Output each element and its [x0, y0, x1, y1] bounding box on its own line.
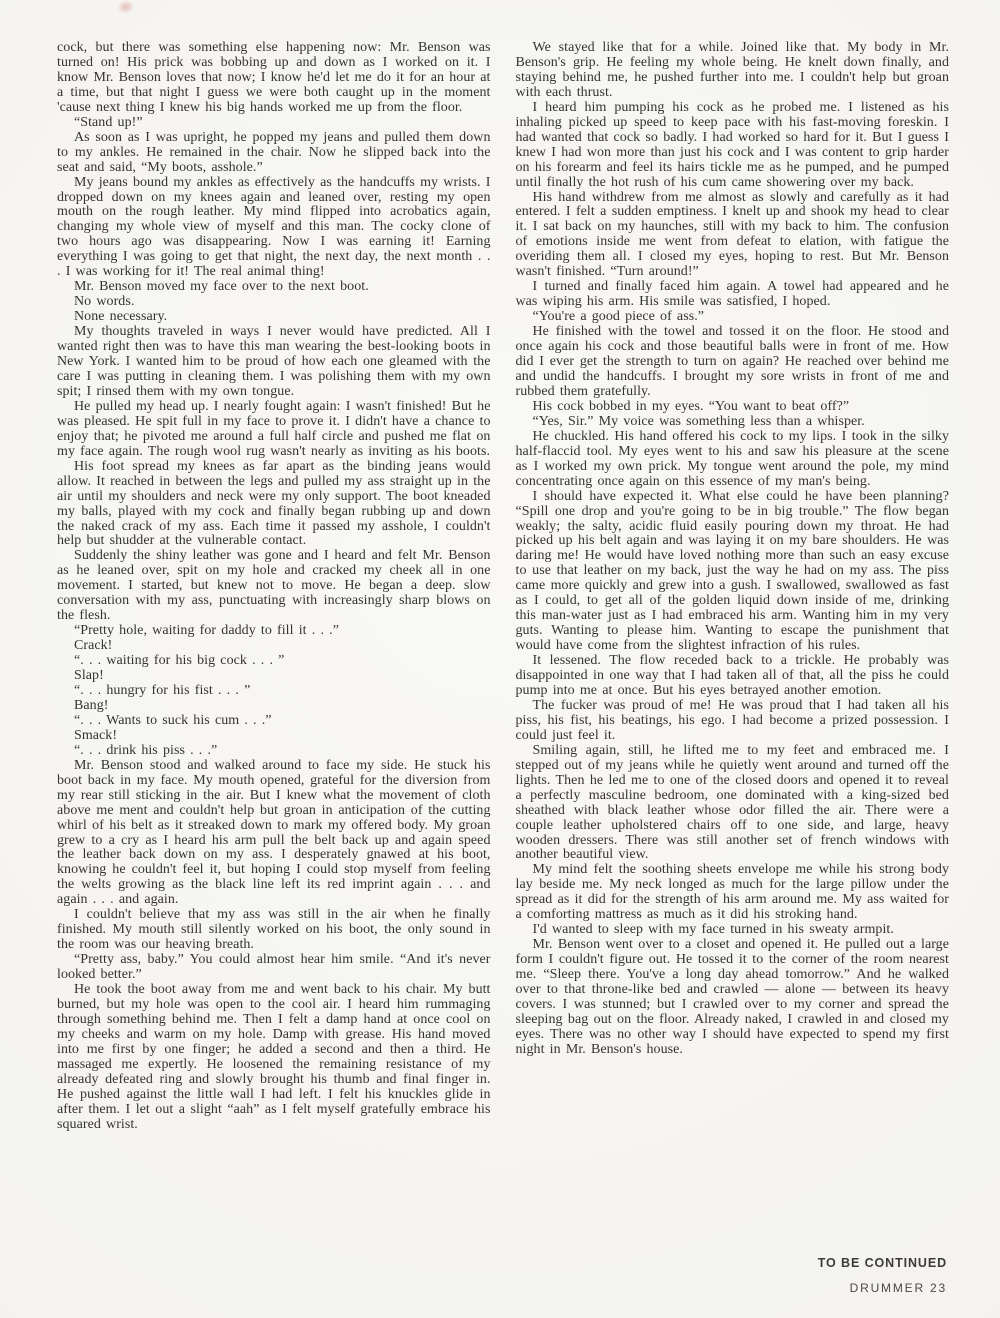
story-paragraph: He chuckled. His hand offered his cock to my lips. I took in the silky half-flaccid tool. My eyes went to his and saw his pleasure at the scene as I worked my own prick. My tongue went around the pole, my mind concentrating once again on this essence of my man's being. [515, 428, 949, 489]
story-paragraph: “. . . drink his piss . . .” [74, 742, 218, 758]
story-paragraph: Mr. Benson stood and walked around to face my side. He stuck his boot back in my face. My mouth opened, grateful for the diversion from my rear still sticking in the air. But I knew what the movement of cloth above me ment and couldn't help but groan in anticipation of the cutting whirl of his belt as it streaked down to mark my offered body. My groan grew to a cry as I heard his arm pull the belt back up and again speed the leather back down on my ass. I desperately gnawed at his boot, knowing he couldn't feel it, but hoping I could stop myself from feeling the welts growing as the black line left its red imprint again . . . and again . . . and again. [57, 757, 491, 908]
story-paragraph: Smack! [74, 727, 118, 743]
story-paragraph: Smiling again, still, he lifted me to my feet and embraced me. I stepped out of my jeans while he quietly went around and turned off the lights. Then he led me to one of the closed doors and opened it to reveal a perfectly masculine bedroom, one dominated with a king-sized bed sheathed with black leather whose odor filled the air. There were a couple leather upholstered chairs off to one side, and large, heavy wooden dressers. There was still another set of french windows with another beautiful view. [515, 742, 949, 863]
story-paragraph: We stayed like that for a while. Joined like that. My body in Mr. Benson's grip. He feeling my whole being. He knelt down finally, and staying behind me, he pushed further into me. I couldn't help but groan with each thrust. [515, 40, 949, 100]
story-paragraph: As soon as I was upright, he popped my jeans and pulled them down to my ankles. He remained in the chair. Now he slipped back into the seat and said, “My boots, asshole.” [57, 129, 491, 175]
story-paragraph: His hand withdrew from me almost as slowly and carefully as it had entered. I felt a sudden emptiness. I knelt up and shook my head to clear it. I sat back on my haunches, still with my back to him. The confusion of emotions inside me went from defeat to elation, with fatigue the overiding them all. I closed my eyes, hoping to rest. But Mr. Benson wasn't finished. “Turn around!” [515, 189, 949, 280]
ink-smudge-mark [116, 0, 136, 16]
story-paragraph: “. . . waiting for his big cock . . . ” [74, 653, 285, 669]
story-paragraph: It lessened. The flow receded back to a trickle. He probably was disappointed in one way that I had taken all of that, all the piss he could pump into me at once. But his eyes betrayed another emotion. [515, 653, 949, 698]
story-paragraph: “Stand up!” [74, 114, 143, 130]
story-paragraph: I'd wanted to sleep with my face turned in his sweaty armpit. [532, 922, 894, 938]
story-paragraph: “Pretty hole, waiting for daddy to fill it . . .” [74, 623, 339, 639]
story-paragraph: He pulled my head up. I nearly fought again: I wasn't finished! But he was pleased. He spit full in my face to prove it. I didn't have a chance to enjoy that; he pivoted me around a full half circle and pushed me flat on my face again. The rough wool rug wasn't nearly as inviting as his boots. [57, 398, 491, 459]
story-paragraph: His foot spread my knees as far apart as the binding jeans would allow. It reached in between the legs and pulled my ass straight up in the air until my shoulders and neck were my only support. The boot kneaded my balls, played with my cock and finally began rubbing up and down the naked crack of my ass. Each time it passed my asshole, I couldn't help but shudder at the vulnerable contact. [57, 458, 491, 549]
story-paragraph: Suddenly the shiny leather was gone and I heard and felt Mr. Benson as he leaned over, spit on my hole and cracked my cheek all in one movement. I started, but knew not to move. He began a deep. slow conversation with my ass, punctuating with increasingly sharp blows on the flesh. [57, 548, 491, 624]
story-paragraph: My thoughts traveled in ways I never would have predicted. All I wanted right then was to have this man wearing the best-looking boots in New York. I wanted him to be proud of how each one gleamed with the care I was putting in cleaning them. I was polishing them with my own spit; I rinsed them with my own tongue. [57, 324, 491, 399]
story-paragraph: “. . . hungry for his fist . . . ” [74, 682, 251, 698]
story-paragraph: Mr. Benson went over to a closet and opened it. He pulled out a large form I couldn't figure out. He tossed it to the corner of the room nearest me. “Sleep there. You've a long day ahead tomorrow.” And he walked over to that throne-like bed and crawled — alone — between its heavy covers. I was stunned; but I crawled over to my corner and spread the sleeping bag out on the floor. Already naked, I crawled in and closed my eyes. There was no other way I should have expected to spend my first night in Mr. Benson's house. [515, 937, 949, 1057]
story-paragraph: Crack! [74, 638, 113, 654]
story-paragraph: cock, but there was something else happening now: Mr. Benson was turned on! His prick was bobbing up and down as I worked on it. I know Mr. Benson loves that now; I know he'd let me do it for an hour at a time, but that night I guess we were both caught up in the moment 'cause next thing I knew his big hands worked me up from the floor. [57, 40, 491, 115]
story-text-columns [57, 41, 949, 1133]
left-column [57, 41, 491, 1133]
story-paragraph: “. . . Wants to suck his cum . . .” [74, 712, 272, 728]
story-paragraph: He finished with the towel and tossed it on the floor. He stood and once again his cock and those beautiful balls were in front of me. How did I ever get the strength to turn on again? He reached over behind me and undid the handcuffs. I brought my sore wrists in front of me and rubbed them gratefully. [515, 324, 949, 399]
story-paragraph: No words. [74, 294, 135, 310]
story-paragraph: I couldn't believe that my ass was still in the air when he finally finished. My mouth still silently worked on his boot, the only sound in the room was our heaving breath. [57, 907, 491, 953]
story-paragraph: “Yes, Sir.” My voice was something less than a whisper. [532, 413, 865, 429]
story-paragraph: Mr. Benson moved my face over to the next boot. [74, 279, 369, 295]
story-paragraph: My jeans bound my ankles as effectively as the handcuffs my wrists. I dropped down on my knees again and leaned over, resting my open mouth on the rough leather. My mind flipped into acrobatics again, changing my whole view of myself and this man. The cocky clone of two hours ago was disappearing. Now I was earning it! Earning everything I was going to get that night, the next day, the next month . . . I was working for it! The real animal thing! [57, 174, 491, 280]
story-paragraph: I turned and finally faced him again. A towel had appeared and he was wiping his arm. His smile was satisfied, I hoped. [515, 279, 949, 310]
story-paragraph: None necessary. [74, 309, 168, 325]
story-paragraph: Bang! [74, 697, 109, 713]
story-paragraph: He took the boot away from me and went back to his chair. My butt burned, but my hole was open to the cool air. I heard him rummaging through something behind me. Then I felt a damp hand at once cool on my cheeks and warm on my hole. Damp with grease. His hand moved into me first by one finger; he added a second and then a third. He massaged me expertly. He loosened the remaining resistance of my already defeated ring and slowly brought his thumb and final finger in. He pushed against the little wall I had left. I felt his knuckles glide in after them. I let out a slight “aah” as I felt myself gratefully embrace his squared wrist. [57, 982, 491, 1132]
story-paragraph: “Pretty ass, baby.” You could almost hear him smile. “And it's never looked better.” [57, 952, 491, 983]
to-be-continued-label: TO BE CONTINUED [817, 1256, 947, 1270]
story-paragraph: I should have expected it. What else could he have been planning? “Spill one drop and you're going to be in big trouble.” The flow began weakly; the salty, acidic fluid easily pouring down my throat. He had picked up his belt again and was laying it on my bare shoulders. He was daring me! He would have loved nothing more than such an easy excuse to use that leather on my back, just the way he had on my ass. The piss came more quickly and grew into a gush. I swallowed, swallowed as fast as I could, to get all of the golden liquid down inside of me, drinking this man-water just as I had embraced his arm. Wanting him in my very guts. Wanting to please him. Wanting to escape the punishment that would have come from the slightest infraction of his rules. [515, 488, 949, 654]
story-paragraph: The fucker was proud of me! He was proud that I had taken all his piss, his fist, his beatings, his ego. I had become a prized possession. I could just feel it. [515, 697, 949, 743]
right-column [516, 41, 950, 1133]
story-paragraph: “You're a good piece of ass.” [532, 309, 705, 325]
story-paragraph: His cock bobbed in my eyes. “You want to beat off?” [532, 398, 850, 414]
story-paragraph: My mind felt the soothing sheets envelope me while his strong body lay beside me. My neck longed as much for the large pillow under the spread as it did for the strength of his arm around me. My ass waited for a comforting mattress as much as it did his stroking hand. [515, 862, 949, 923]
story-paragraph: I heard him pumping his cock as he probed me. I listened as his inhaling picked up speed to keep pace with his fast-moving foreskin. I had wanted that cock so badly. I had worked so hard for it. But I guess I knew I had won more than just his cock and I was content to grip harder on his forearm and feel its hairs tickle me as he pumped, and he pumped until finally the hot rush of his cum came showering over my back. [515, 99, 949, 190]
story-paragraph: Slap! [74, 668, 104, 684]
page-number-credit: DRUMMER 23 [849, 1281, 947, 1295]
